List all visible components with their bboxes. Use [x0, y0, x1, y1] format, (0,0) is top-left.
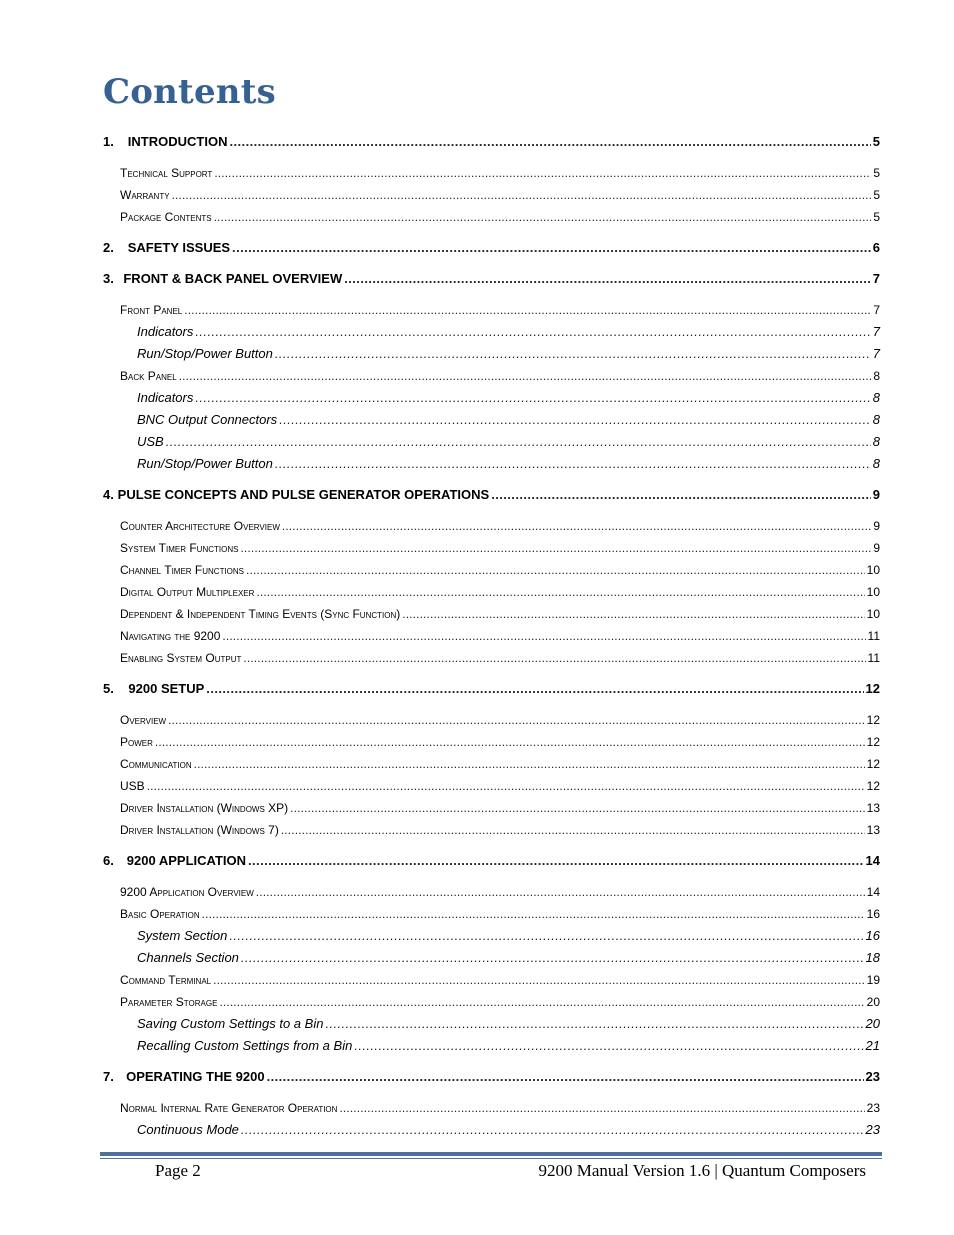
toc-leader-dots — [195, 322, 870, 342]
toc-entry[interactable] — [103, 454, 880, 474]
toc-entry-label: Saving Custom Settings to a Bin — [137, 1016, 324, 1031]
toc-entry-label: OPERATING THE 9200 — [126, 1069, 265, 1084]
toc-entry-label: SAFETY ISSUES — [127, 240, 231, 255]
toc-leader-dots — [168, 710, 865, 730]
toc-page-number: 7 — [872, 271, 880, 286]
toc-leader-dots — [240, 538, 871, 558]
toc-leader-dots — [402, 604, 864, 624]
toc-leader-dots — [229, 926, 863, 946]
toc-leader-dots — [229, 132, 870, 152]
toc-leader-dots — [213, 970, 865, 990]
toc-page-number: 14 — [865, 853, 880, 868]
toc-page-number: 12 — [865, 681, 880, 696]
toc-entry-label: INTRODUCTION — [127, 134, 228, 149]
toc-entry-label: Continuous Mode — [137, 1122, 239, 1137]
toc-leader-dots — [275, 454, 871, 474]
toc-entry-label: Indicators — [137, 390, 194, 405]
toc-entry[interactable] — [103, 1036, 880, 1056]
toc-page-number: 8 — [872, 434, 880, 449]
footer-page-number: Page 2 — [155, 1161, 201, 1180]
toc-entry-label: Digital Output Multiplexer — [120, 585, 255, 599]
toc-leader-dots — [248, 851, 864, 871]
toc-entry[interactable] — [103, 948, 880, 968]
toc-entry[interactable] — [103, 679, 880, 699]
toc-entry[interactable] — [103, 604, 880, 624]
toc-leader-dots — [219, 992, 864, 1012]
toc-entry[interactable] — [103, 1014, 880, 1034]
toc-page-number: 16 — [865, 928, 880, 943]
toc-leader-dots — [172, 185, 872, 205]
toc-leader-dots — [202, 904, 865, 924]
toc-entry[interactable] — [103, 538, 880, 558]
toc-entry-label: Parameter Storage — [120, 995, 218, 1009]
page-title: Contents — [103, 72, 276, 112]
toc-page-number: 13 — [866, 823, 880, 837]
toc-entry[interactable] — [103, 410, 880, 430]
toc-leader-dots — [194, 754, 865, 774]
toc-entry-label: Technical Support — [120, 166, 213, 180]
toc-entry[interactable] — [103, 626, 880, 646]
toc-leader-dots — [241, 1120, 864, 1140]
toc-entry-label: Navigating the 9200 — [120, 629, 221, 643]
toc-entry[interactable] — [103, 185, 880, 205]
toc-leader-dots — [206, 679, 863, 699]
toc-page-number: 20 — [866, 995, 880, 1009]
toc-entry[interactable] — [103, 1098, 880, 1118]
toc-page-number: 5 — [872, 134, 880, 149]
toc-leader-dots — [290, 798, 864, 818]
toc-entry-label: Warranty — [120, 188, 170, 202]
toc-section-number: 6. — [103, 853, 114, 868]
toc-page-number: 8 — [872, 390, 880, 405]
toc-page-number: 8 — [872, 456, 880, 471]
toc-entry-label: Communication — [120, 757, 192, 771]
toc-entry[interactable] — [103, 820, 880, 840]
toc-entry[interactable] — [103, 238, 880, 258]
toc-leader-dots — [222, 626, 865, 646]
toc-entry-label: 9200 SETUP — [128, 681, 205, 696]
footer-document-title: 9200 Manual Version 1.6 | Quantum Composers — [538, 1161, 866, 1180]
toc-entry[interactable] — [103, 344, 880, 364]
toc-leader-dots — [246, 560, 865, 580]
toc-leader-dots — [155, 732, 865, 752]
toc-page-number: 7 — [872, 324, 880, 339]
toc-page-number: 13 — [866, 801, 880, 815]
toc-leader-dots — [491, 485, 871, 505]
toc-entry[interactable] — [103, 882, 880, 902]
toc-entry[interactable] — [103, 132, 880, 152]
toc-page-number: 18 — [865, 950, 880, 965]
toc-page-number: 19 — [866, 973, 880, 987]
toc-page-number: 14 — [866, 885, 880, 899]
toc-entry-label: Command Terminal — [120, 973, 212, 987]
toc-leader-dots — [243, 648, 865, 668]
toc-entry-label: Package Contents — [120, 210, 212, 224]
toc-page-number: 5 — [873, 210, 880, 224]
toc-page-number: 11 — [867, 629, 880, 643]
toc-entry[interactable] — [103, 485, 880, 505]
toc-entry[interactable] — [103, 366, 880, 386]
toc-entry[interactable] — [103, 1120, 880, 1140]
toc-page-number: 21 — [865, 1038, 880, 1053]
toc-page-number: 9 — [873, 519, 880, 533]
toc-page-number: 12 — [866, 735, 880, 749]
toc-entry-label: Basic Operation — [120, 907, 200, 921]
toc-entry[interactable] — [103, 732, 880, 752]
toc-entry-label: FRONT & BACK PANEL OVERVIEW — [123, 271, 343, 286]
toc-page-number: 23 — [866, 1101, 880, 1115]
toc-leader-dots — [275, 344, 871, 364]
toc-entry-label: System Timer Functions — [120, 541, 239, 555]
toc-entry-label: Power — [120, 735, 153, 749]
toc-leader-dots — [179, 366, 872, 386]
toc-entry[interactable] — [103, 516, 880, 536]
footer-rule — [100, 1152, 882, 1156]
toc-leader-dots — [279, 410, 871, 430]
toc-leader-dots — [281, 820, 865, 840]
toc-page-number: 12 — [866, 713, 880, 727]
toc-page-number: 7 — [873, 303, 880, 317]
toc-entry[interactable] — [103, 710, 880, 730]
toc-section-number: 3. — [103, 271, 114, 286]
toc-entry-label: 9200 Application Overview — [120, 885, 254, 899]
toc-page-number: 8 — [872, 412, 880, 427]
toc-entry[interactable] — [103, 754, 880, 774]
toc-entry[interactable] — [103, 300, 880, 320]
toc-entry-label: System Section — [137, 928, 228, 943]
toc-entry-label: Channel Timer Functions — [120, 563, 245, 577]
toc-page-number: 7 — [872, 346, 880, 361]
toc-leader-dots — [214, 207, 872, 227]
toc-entry-label: BNC Output Connectors — [137, 412, 278, 427]
toc-entry-label: Run/Stop/Power Button — [137, 456, 273, 471]
toc-section-number: 1. — [103, 134, 114, 149]
toc-page-number: 5 — [873, 166, 880, 180]
toc-entry-label: Channels Section — [137, 950, 239, 965]
toc-leader-dots — [325, 1014, 863, 1034]
toc-entry-label: Indicators — [137, 324, 194, 339]
toc-entry-label: USB — [137, 434, 164, 449]
toc-page-number: 20 — [865, 1016, 880, 1031]
toc-entry[interactable] — [103, 851, 880, 871]
toc-entry[interactable] — [103, 798, 880, 818]
toc-section-number: 2. — [103, 240, 114, 255]
toc-page-number: 9 — [873, 541, 880, 555]
toc-entry[interactable] — [103, 776, 880, 796]
toc-page-number: 11 — [867, 651, 880, 665]
toc-entry-label: Recalling Custom Settings from a Bin — [137, 1038, 353, 1053]
toc-entry-label: Enabling System Output — [120, 651, 242, 665]
toc-section-number: 4. — [103, 487, 114, 502]
toc-page-number: 12 — [866, 779, 880, 793]
toc-page-number: 8 — [873, 369, 880, 383]
toc-page-number: 16 — [866, 907, 880, 921]
toc-entry[interactable] — [103, 970, 880, 990]
toc-entry-label: Normal Internal Rate Generator Operation — [120, 1101, 338, 1115]
toc-entry-label: Run/Stop/Power Button — [137, 346, 273, 361]
footer-rule-thin — [100, 1158, 882, 1159]
toc-entry-label: Dependent & Independent Timing Events (Sync Function) — [120, 607, 401, 621]
toc-leader-dots — [354, 1036, 863, 1056]
toc-entry[interactable] — [103, 992, 880, 1012]
toc-leader-dots — [184, 300, 871, 320]
toc-entry[interactable] — [103, 1067, 880, 1087]
toc-leader-dots — [214, 163, 871, 183]
toc-entry[interactable] — [103, 560, 880, 580]
toc-section-number: 5. — [103, 681, 114, 696]
toc-entry[interactable] — [103, 648, 880, 668]
toc-page-number: 10 — [866, 585, 880, 599]
toc-entry-label: Driver Installation (Windows XP) — [120, 801, 289, 815]
toc-entry-label: USB — [120, 779, 145, 793]
toc-entry-label: PULSE CONCEPTS AND PULSE GENERATOR OPERATIONS — [117, 487, 490, 502]
toc-entry[interactable] — [103, 163, 880, 183]
toc-leader-dots — [147, 776, 865, 796]
toc-page-number: 10 — [866, 563, 880, 577]
toc-leader-dots — [267, 1067, 864, 1087]
toc-entry-label: Front Panel — [120, 303, 183, 317]
toc-leader-dots — [195, 388, 870, 408]
toc-leader-dots — [256, 582, 864, 602]
toc-page-number: 10 — [866, 607, 880, 621]
toc-leader-dots — [344, 269, 871, 289]
toc-leader-dots — [241, 948, 864, 968]
toc-page-number: 5 — [873, 188, 880, 202]
toc-leader-dots — [282, 516, 871, 536]
toc-page-number: 23 — [865, 1122, 880, 1137]
toc-page-number: 23 — [865, 1069, 880, 1084]
toc-entry-label: Overview — [120, 713, 167, 727]
toc-entry[interactable] — [103, 207, 880, 227]
toc-leader-dots — [166, 432, 871, 452]
toc-section-number: 7. — [103, 1069, 114, 1084]
toc-entry-label: Counter Architecture Overview — [120, 519, 280, 533]
toc-entry[interactable] — [103, 582, 880, 602]
toc-entry-label: Driver Installation (Windows 7) — [120, 823, 279, 837]
toc-leader-dots — [256, 882, 865, 902]
toc-page-number: 6 — [872, 240, 880, 255]
toc-entry[interactable] — [103, 926, 880, 946]
toc-entry-label: Back Panel — [120, 369, 177, 383]
toc-entry[interactable] — [103, 322, 880, 342]
toc-page-number: 9 — [872, 487, 880, 502]
toc-entry-label: 9200 APPLICATION — [126, 853, 246, 868]
toc-entry[interactable] — [103, 904, 880, 924]
toc-entry[interactable] — [103, 269, 880, 289]
toc-entry[interactable] — [103, 432, 880, 452]
toc-leader-dots — [232, 238, 871, 258]
toc-page-number: 12 — [866, 757, 880, 771]
toc-entry[interactable] — [103, 388, 880, 408]
toc-leader-dots — [339, 1098, 864, 1118]
